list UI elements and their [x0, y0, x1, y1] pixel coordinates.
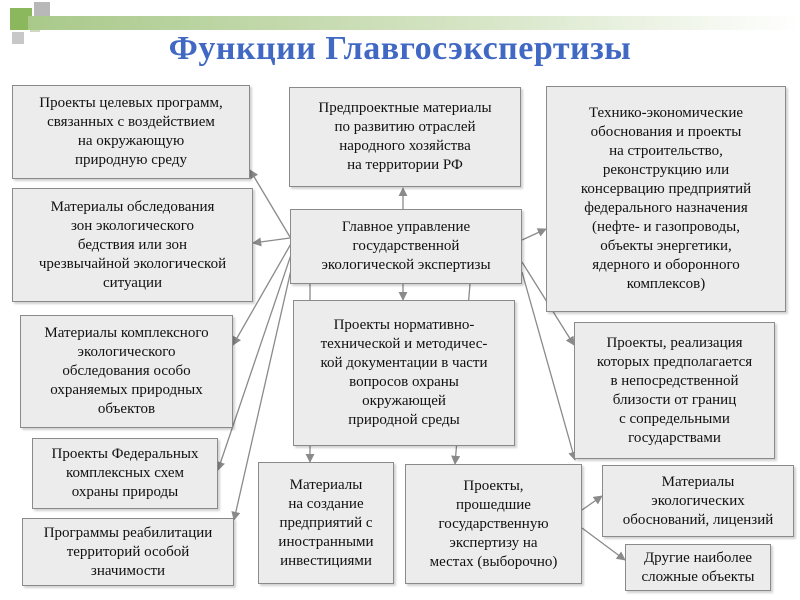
arrow-to-target-programs — [250, 170, 290, 237]
node-reviewed-projects: Проекты, прошедшие государственную экспертизу на местах (выборочно) — [405, 464, 582, 584]
node-eco-justifications: Материалы экологических обоснований, лицензий — [602, 465, 794, 537]
node-preproject: Предпроектные материалы по развитию отраслей народного хозяйства на территории РФ — [289, 87, 521, 187]
node-foreign-investment: Материалы на создание предприятий с иностранными инвестициями — [258, 462, 394, 584]
node-feasibility: Технико-экономические обоснования и проекты на строительство, реконструкцию или консервацию предприятий федерального назначения (нефте- и газопроводы, объекты энергетики, ядерного и оборонного комплексов) — [546, 86, 786, 312]
node-protected-objects: Материалы комплексного экологического обследования особо охраняемых природных объектов — [20, 315, 233, 428]
node-normative: Проекты нормативно- технической и методичес- кой документации в части вопросов охраны окружающей природной среды — [293, 300, 515, 446]
node-disaster-zones: Материалы обследования зон экологического бедствия или зон чрезвычайной экологической ситуации — [12, 188, 253, 302]
arrow-to-feasibility — [522, 229, 546, 240]
node-complex-objects: Другие наиболее сложные объекты — [625, 544, 771, 591]
node-central-department: Главное управление государственной экологической экспертизы — [290, 209, 522, 284]
arrow-reviewed-to-eco-justifications — [582, 496, 602, 510]
arrow-to-disaster-zones — [253, 238, 290, 243]
node-border-projects: Проекты, реализация которых предполагается в непосредственной близости от границ с сопредельными государствами — [574, 322, 775, 459]
node-target-programs: Проекты целевых программ, связанных с воздействием на окружающую природную среду — [12, 85, 250, 179]
node-rehabilitation: Программы реабилитации территорий особой значимости — [22, 518, 234, 586]
page-title: Функции Главгосэкспертизы — [168, 30, 632, 67]
node-federal-schemes: Проекты Федеральных комплексных схем охраны природы — [32, 438, 218, 509]
